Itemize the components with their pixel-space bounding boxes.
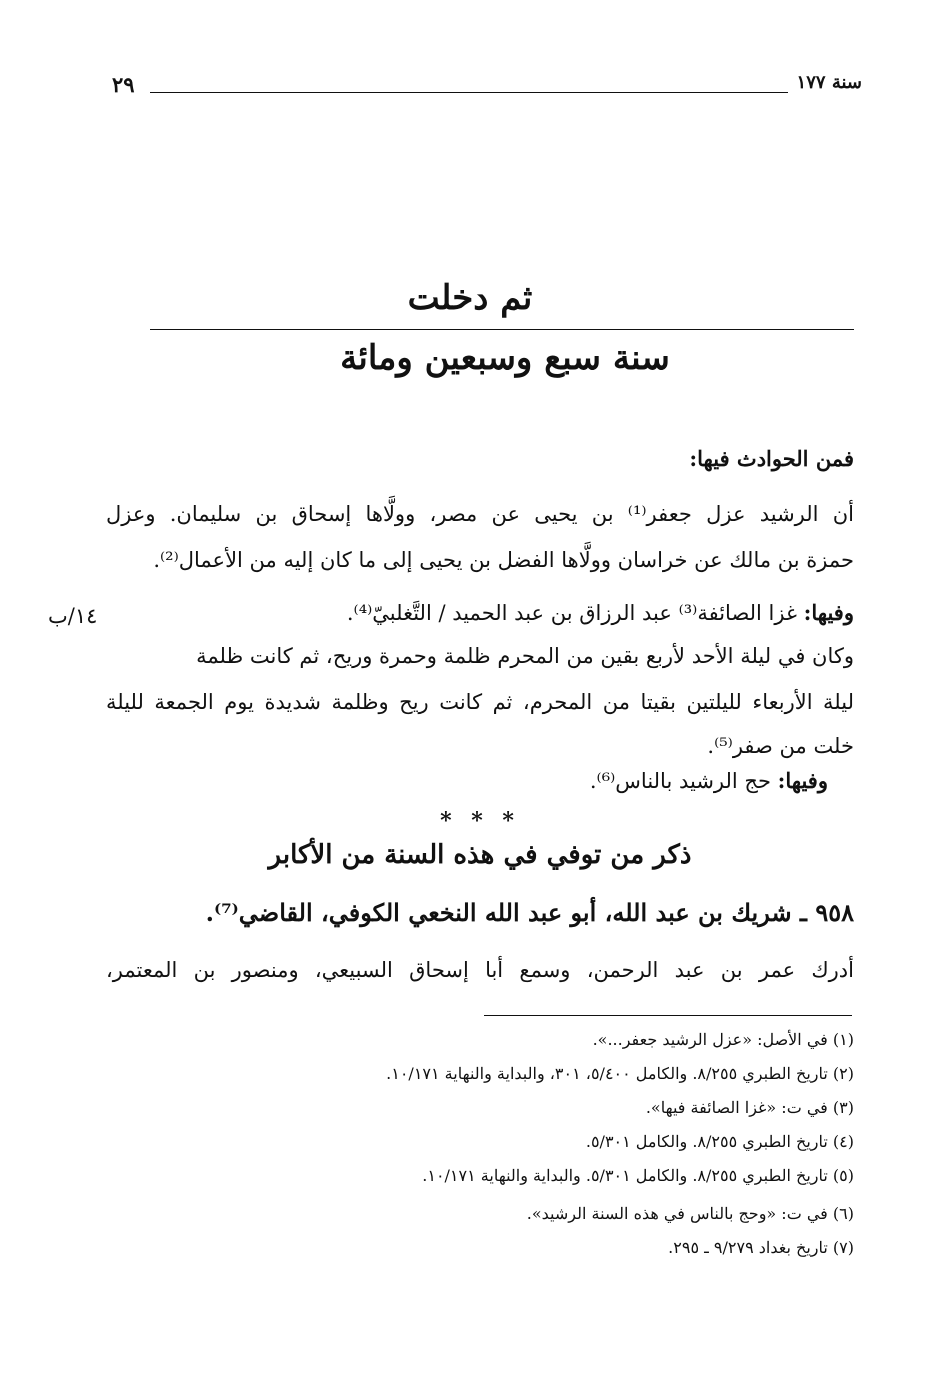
paragraph-lead: وفيها: <box>803 600 854 625</box>
footnote-rule <box>484 1015 852 1016</box>
section-separator: * * * <box>440 808 520 834</box>
footnote: (٥) تاريخ الطبري ٨/٢٥٥. والكامل ٥/٣٠١. والبداية والنهاية ١٠/١٧١. <box>422 1166 854 1185</box>
chapter-heading-line2: سنة سبع وسبعين ومائة <box>340 338 670 378</box>
footnote: (١) في الأصل: «عزل الرشيد جعفر...». <box>592 1030 854 1049</box>
margin-note: ١٤/ب <box>48 604 98 628</box>
paragraph-line: حمزة بن مالك عن خراسان وولَّاها الفضل بن يحيى إلى ما كان إليه من الأعمال⁽²⁾. <box>153 548 854 572</box>
paragraph-text: غزا الصائفة⁽³⁾ عبد الرزاق بن عبد الحميد / التَّغلبيّ⁽⁴⁾. <box>346 601 804 625</box>
entry-title: ٩٥٨ ـ شريك بن عبد الله، أبو عبد الله النخعي الكوفي، القاضي⁽⁷⁾. <box>205 898 854 927</box>
deaths-heading: ذكر من توفي في هذه السنة من الأكابر <box>268 840 692 870</box>
paragraph-line: خلت من صفر⁽⁵⁾. <box>707 734 854 758</box>
paragraph-text: حج الرشيد بالناس⁽⁶⁾. <box>589 769 778 793</box>
page-number: ٢٩ <box>112 72 135 97</box>
footnote: (٣) في ت: «غزا الصائفة فيها». <box>645 1098 854 1117</box>
paragraph-lead: وفيها: <box>777 768 828 793</box>
events-heading: فمن الحوادث فيها: <box>689 446 854 471</box>
running-title: سنة ١٧٧ <box>796 72 862 93</box>
paragraph-line <box>590 768 828 793</box>
paragraph-line <box>347 600 854 625</box>
paragraph-line: أن الرشيد عزل جعفر⁽¹⁾ بن يحيى عن مصر، وولَّاها إسحاق بن سليمان. وعزل <box>106 502 854 526</box>
heading-rule <box>150 329 854 330</box>
footnote: (٢) تاريخ الطبري ٨/٢٥٥. والكامل ٥/٤٠٠، ٣٠١، والبداية والنهاية ١٠/١٧١. <box>386 1064 854 1083</box>
chapter-heading-line1: ثم دخلت <box>407 278 533 318</box>
header-rule <box>150 92 788 93</box>
footnote: (٦) في ت: «وحج بالناس في هذه السنة الرشيد». <box>526 1204 854 1223</box>
footnote: (٤) تاريخ الطبري ٨/٢٥٥. والكامل ٥/٣٠١. <box>585 1132 854 1151</box>
entry-text: أدرك عمر بن عبد الرحمن، وسمع أبا إسحاق السبيعي، ومنصور بن المعتمر، <box>106 958 854 982</box>
paragraph-line: ليلة الأربعاء لليلتين بقيتا من المحرم، ثم كانت ريح وظلمة شديدة يوم الجمعة لليلة <box>106 690 854 714</box>
paragraph-line: وكان في ليلة الأحد لأربع بقين من المحرم ظلمة وحمرة وريح، ثم كانت ظلمة <box>196 644 854 668</box>
footnote: (٧) تاريخ بغداد ٩/٢٧٩ ـ ٢٩٥. <box>668 1238 854 1257</box>
